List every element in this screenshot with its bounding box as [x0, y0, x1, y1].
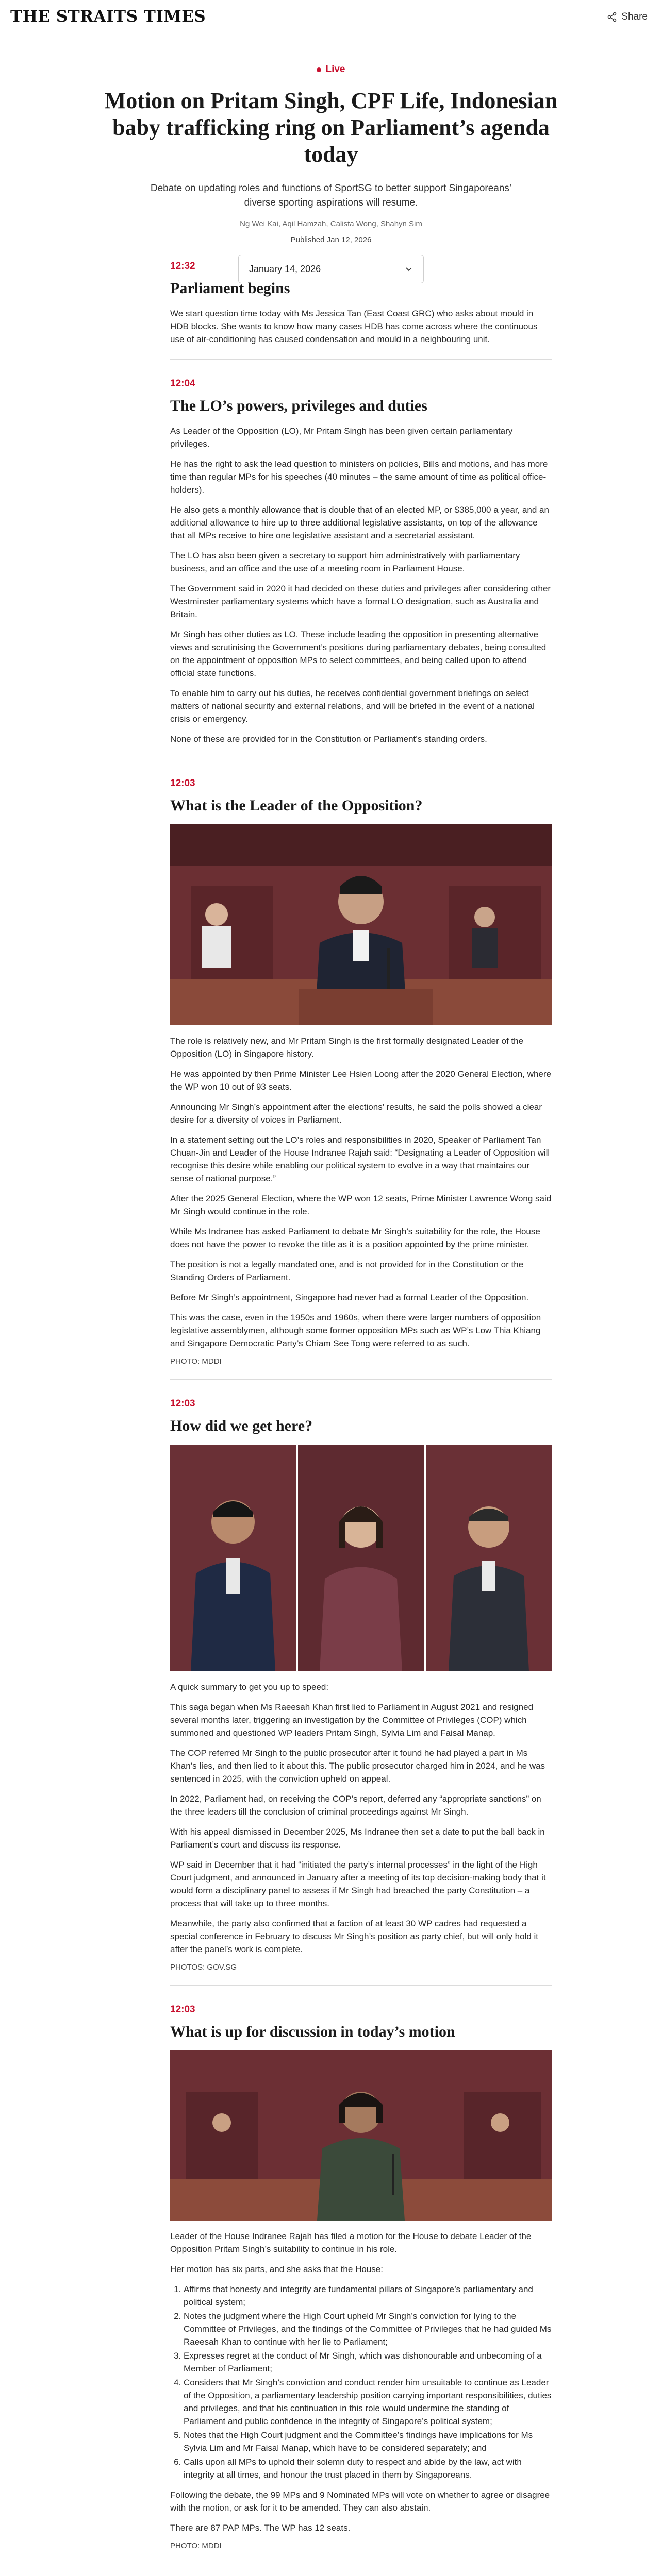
post-paragraph: He has the right to ask the lead question to ministers on policies, Bills and motions, and has more time than regular MPs for his speeches (40 minutes – the same amount of time as political office-holders).	[170, 459, 548, 495]
share-icon	[607, 12, 617, 22]
live-post	[170, 242, 552, 346]
photo-credit: PHOTO: MDDI	[170, 2541, 222, 2550]
post-paragraph: Announcing Mr Singh’s appointment after the elections’ results, he said the polls showed a clear desire for a diversity of voices in Parliament.	[170, 1102, 542, 1125]
post-paragraph: A quick summary to get you up to speed:	[170, 1682, 329, 1692]
live-post	[170, 359, 552, 745]
photo-illustration	[170, 824, 552, 1025]
share-button[interactable]	[607, 11, 648, 23]
post-paragraph: There are 87 PAP MPs. The WP has 12 seats.	[170, 2523, 351, 2533]
live-badge	[0, 64, 662, 75]
page-title: Motion on Pritam Singh, CPF Life, Indonesian baby trafficking ring on Parliament’s agenda today	[104, 88, 558, 167]
live-post	[170, 2564, 552, 2576]
post-time: 12:03	[170, 2004, 195, 2015]
post-paragraph: The COP referred Mr Singh to the public prosecutor after it found he had played a part in Ms Khan’s lies, and then lied to it about this. The public prosecutor charged him in 2024, and he was sentenced in 2025, with the conviction upheld on appeal.	[170, 1748, 545, 1784]
indranee-photo[interactable]	[170, 2050, 552, 2221]
post-paragraph: The Government said in 2020 it had decided on these duties and privileges after considering other Westminster parliamentary systems which have a formal LO designation, such as Australia and Britain.	[170, 584, 551, 619]
post-heading: What is the Leader of the Opposition?	[170, 797, 423, 814]
post-paragraph: To enable him to carry out his duties, he receives confidential government briefings on select matters of national security and external relations, and will be briefed in the event of a national crisis or emergency.	[170, 688, 535, 724]
post-paragraph: After the 2025 General Election, where the WP won 12 seats, Prime Minister Lawrence Wong said Mr Singh would continue in the role.	[170, 1194, 552, 1216]
post-time: 12:03	[170, 778, 195, 789]
post-paragraph: Following the debate, the 99 MPs and 9 Nominated MPs will vote on whether to agree or disagree with the motion, or ask for it to be amended. They can also abstain.	[170, 2490, 550, 2513]
post-heading: The LO’s powers, privileges and duties	[170, 397, 427, 414]
post-paragraph: Mr Singh has other duties as LO. These include leading the opposition in presenting alternative views and scrutinising the Government’s positions during parliamentary debates, being consulted on the appointment of opposition MPs to select committees, and being called upon to attend official state functions.	[170, 630, 547, 678]
list-item: 4. Considers that Mr Singh’s conviction and conduct render him unsuitable to continue as Leader of the Opposition, a parliamentary leadership position carrying important responsibilities, duties and privileges, and that his continuation in this role would undermine the standing of Parliament and public confidence in the integrity of Singapore’s political system;	[184, 2376, 552, 2428]
list-item: 3. Expresses regret at the conduct of Mr Singh, which was dishonourable and unbecoming of a Member of Parliament;	[184, 2349, 552, 2375]
post-paragraph: He also gets a monthly allowance that is double that of an elected MP, or $385,000 a year, and an additional allowance to hire up to three additional legislative assistants, on top of the allowance that all MPs receive to hire one legislative assistant and a secretarial assistant.	[170, 505, 549, 540]
post-paragraph: With his appeal dismissed in December 2025, Ms Indranee then set a date to put the ball back in Parliament’s court and discuss its response.	[170, 1827, 545, 1850]
post-paragraph: The position is not a legally mandated one, and is not provided for in the Constitution or the Standing Orders of Parliament.	[170, 1260, 524, 1282]
photo-illustration	[170, 2050, 552, 2221]
post-paragraph: Meanwhile, the party also confirmed that a faction of at least 30 WP cadres had requested a special conference in February to discuss Mr Singh’s position as party chief, but will only hold it after the panel’s work is complete.	[170, 1919, 539, 1954]
list-item: 5. Notes that the High Court judgment and the Committee’s findings have implications for Ms Sylvia Lim and Mr Faisal Manap, which have to be considered separately; and	[184, 2429, 552, 2454]
live-post	[170, 1985, 552, 2550]
list-item: 2. Notes the judgment where the High Court upheld Mr Singh’s conviction for lying to the Committee of Privileges, and the findings of the Committee of Privileges that he had guided Ms Raeesah Khan to continue with her lie to Parliament;	[184, 2310, 552, 2348]
post-heading: How did we get here?	[170, 1417, 313, 1434]
post-paragraph: The role is relatively new, and Mr Pritam Singh is the first formally designated Leader of the Opposition (LO) in Singapore history.	[170, 1036, 524, 1059]
post-paragraph: The LO has also been given a secretary to support him administratively with parliamentary business, and an office and the use of a meeting room in Parliament House.	[170, 551, 520, 573]
parliament-photo[interactable]	[170, 824, 552, 1025]
standfirst: Debate on updating roles and functions of SportSG to better support Singaporeans’ diverse sporting aspirations will resume.	[150, 183, 512, 208]
motion-list	[170, 2283, 552, 2481]
site-logo[interactable]: THE STRAITS TIMES	[10, 7, 206, 26]
photo-credit: PHOTO: MDDI	[170, 1357, 222, 1366]
date-select-value: January 14, 2026	[249, 263, 321, 274]
post-paragraph: He was appointed by then Prime Minister Lee Hsien Loong after the 2020 General Election, where the WP won 10 out of 93 seats.	[170, 1069, 551, 1092]
share-label: Share	[621, 11, 648, 22]
post-time: 12:32	[170, 261, 195, 272]
post-paragraph: This saga began when Ms Raeesah Khan first lied to Parliament in August 2021 and resigned several months later, triggering an investigation by the Committee of Privileges (COP) which summoned and questioned WP leaders Pritam Singh, Sylvia Lim and Faisal Manap.	[170, 1702, 534, 1738]
three-mps-photo[interactable]	[170, 1445, 552, 1671]
post-paragraph: While Ms Indranee has asked Parliament to debate Mr Singh’s suitability for the role, the House does not have the power to revoke the title as it is a position appointed by the prime minister.	[170, 1227, 540, 1249]
live-post	[170, 1379, 552, 1972]
post-paragraph: Her motion has six parts, and she asks that the House:	[170, 2264, 383, 2274]
photo-illustration	[170, 1445, 552, 1671]
post-time: 12:04	[170, 378, 195, 389]
list-item: 6. Calls upon all MPs to uphold their solemn duty to respect and abide by the law, act with integrity at all times, and honour the trust placed in them by Singaporeans.	[184, 2455, 552, 2481]
post-paragraph: Leader of the House Indranee Rajah has filed a motion for the House to debate Leader of the Opposition Pritam Singh’s suitability to continue in his role.	[170, 2231, 532, 2254]
post-paragraph: None of these are provided for in the Constitution or Parliament’s standing orders.	[170, 734, 487, 744]
post-paragraph: Before Mr Singh’s appointment, Singapore had never had a formal Leader of the Opposition.	[170, 1293, 529, 1302]
post-paragraph: WP said in December that it had “initiated the party’s internal processes” in the light of the High Court judgment, and announced in January after a meeting of its top decision-making body that it would form a disciplinary panel to assess if Mr Singh had breached the party Constitution – a process that will take up to three months.	[170, 1860, 546, 1908]
byline[interactable]: Ng Wei Kai, Aqil Hamzah, Calista Wong, Shahyn Sim	[240, 219, 422, 228]
post-paragraph: We start question time today with Ms Jessica Tan (East Coast GRC) who asks about mould in HDB blocks. She wants to know how many cases HDB has come across where the continuous use of air-conditioning has caused condensation and mould in a neighbouring unit.	[170, 309, 538, 344]
post-time: 12:03	[170, 1398, 195, 1409]
list-item: 1. Affirms that honesty and integrity are fundamental pillars of Singapore’s parliamentary and political system;	[184, 2283, 552, 2309]
post-heading: Parliament begins	[170, 280, 290, 297]
post-paragraph: In 2022, Parliament had, on receiving the COP’s report, deferred any “appropriate sanctions” on the three leaders till the conclusion of criminal proceedings against Mr Singh.	[170, 1794, 541, 1817]
post-heading: What is up for discussion in today’s motion	[170, 2023, 455, 2040]
post-paragraph: In a statement setting out the LO’s roles and responsibilities in 2020, Speaker of Parliament Tan Chuan-Jin and Leader of the House Indranee Rajah said: “Designating a Leader of Opposition will recognise this desire while enabling our political system to evolve in a way that maintains our sense of national purpose.”	[170, 1135, 550, 1183]
live-dot-icon	[317, 67, 321, 72]
live-feed	[170, 242, 552, 2576]
post-paragraph: As Leader of the Opposition (LO), Mr Pritam Singh has been given certain parliamentary privileges.	[170, 426, 513, 449]
top-bar	[0, 0, 662, 37]
published-date: Published Jan 12, 2026	[290, 235, 372, 244]
live-label: Live	[325, 64, 345, 75]
post-paragraph: This was the case, even in the 1950s and 1960s, when there were larger numbers of opposition legislative assemblymen, although some former opposition MPs such as WP’s Low Thia Khiang and Singapore Democratic Party’s Chiam See Tong were referred to as such.	[170, 1313, 541, 1348]
live-post	[170, 759, 552, 1366]
photo-credit: PHOTOS: GOV.SG	[170, 1963, 237, 1972]
